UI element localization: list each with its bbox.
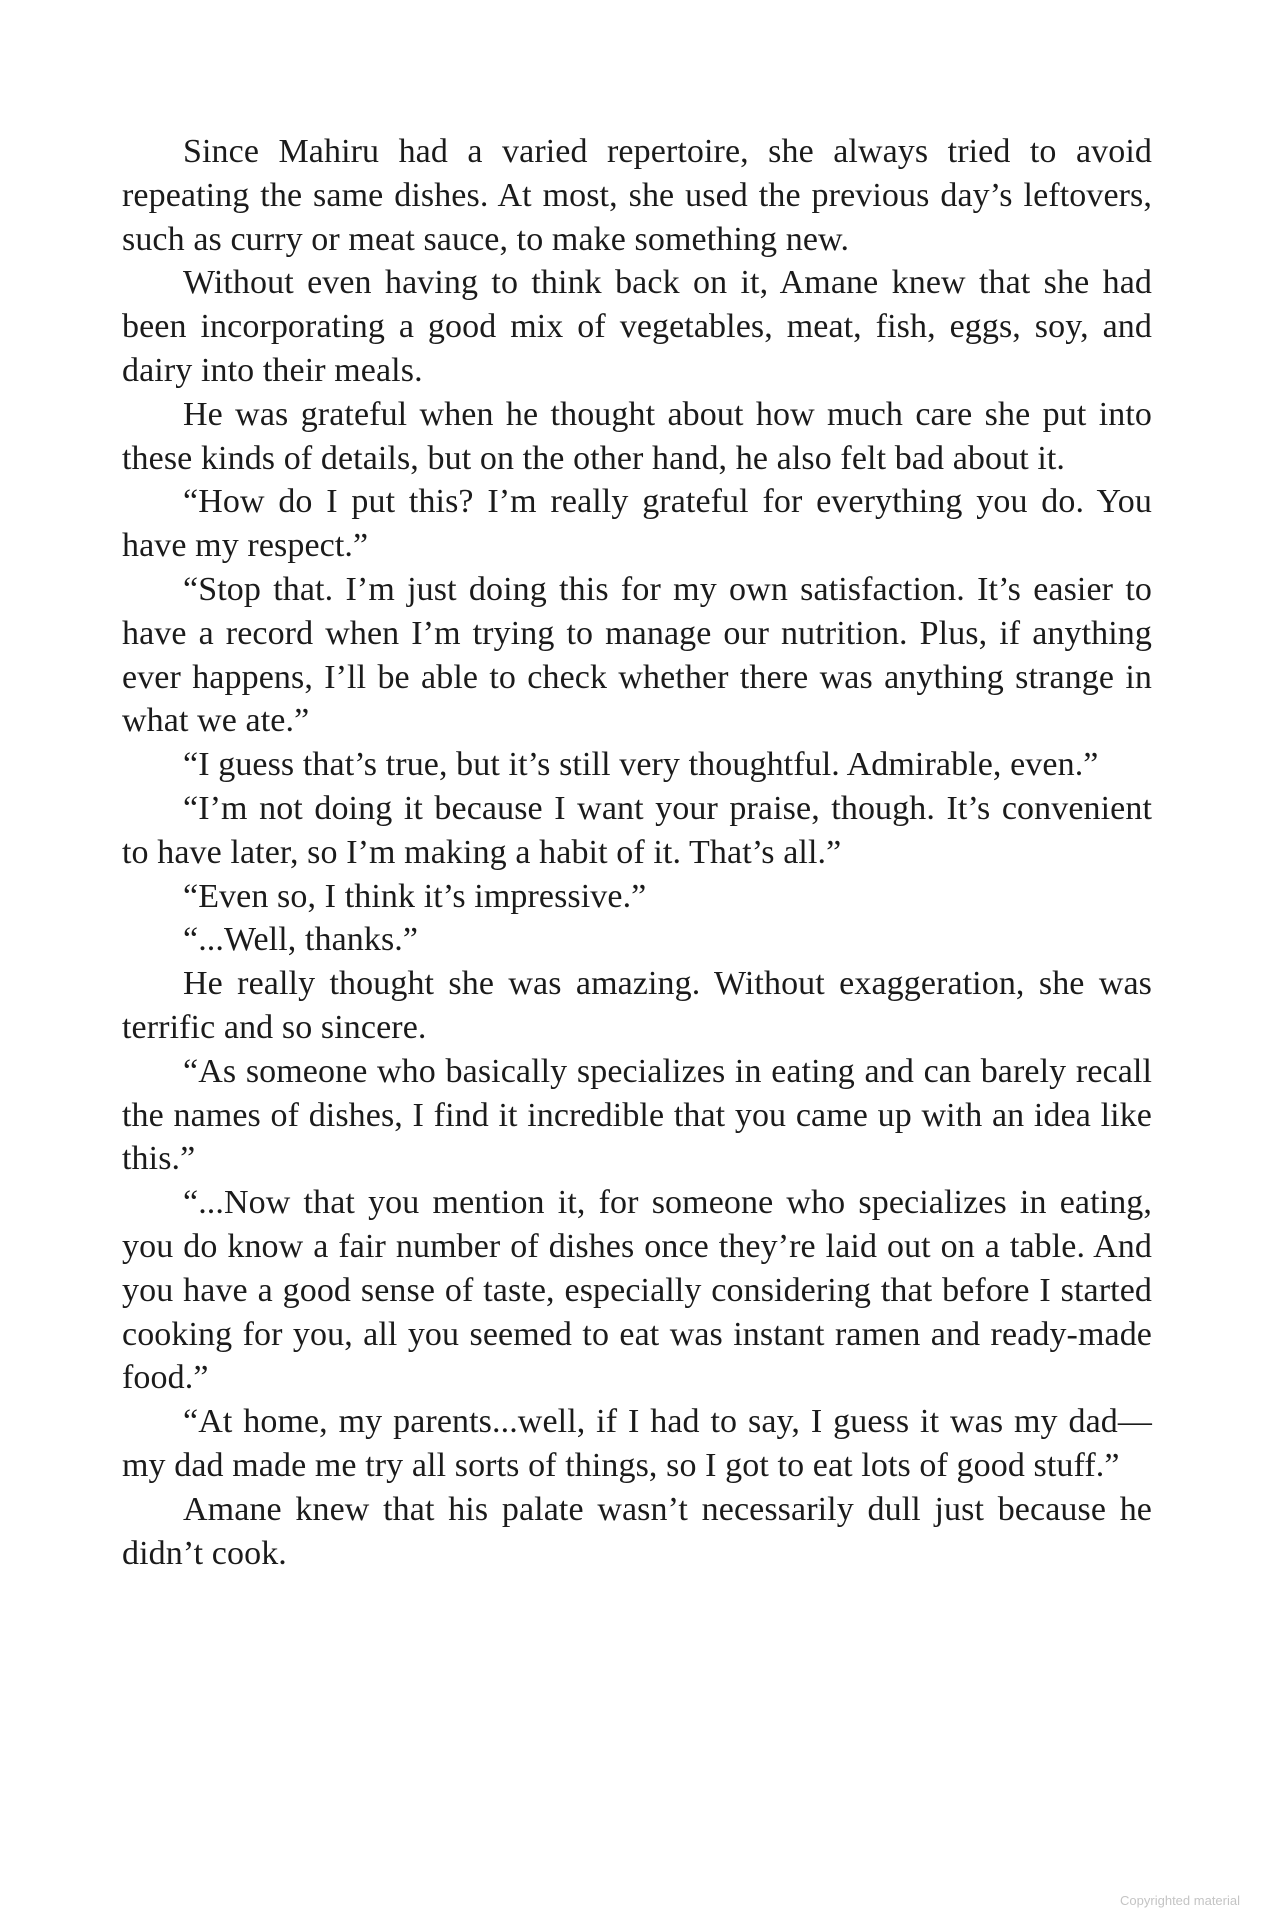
paragraph: “I guess that’s true, but it’s still very thoughtful. Admirable, even.” [183,746,1099,784]
paragraph: “How do I put this? I’m really grateful for everything you do. You have my respect.” [122,483,1152,565]
paragraph: “I’m not doing it because I want your praise, though. It’s convenient to have later, so I’m making a habit of it. That’s all.” [122,789,1152,871]
paragraph: “Even so, I think it’s impressive.” [183,877,647,915]
copyright-watermark: Copyrighted material [1120,1893,1240,1908]
paragraph: “At home, my parents...well, if I had to say, I guess it was my dad—my dad made me try all sorts of things, so I got to eat lots of good stuff.” [122,1403,1152,1484]
paragraph: “...Well, thanks.” [183,921,419,959]
paragraph: “...Now that you mention it, for someone who specializes in eating, you do know a fair number of dishes once they’re laid out on a table. And you have a good sense of taste, especially considering that before I started cooking for you, all you seemed to eat was instant ramen and ready-made food.” [122,1184,1152,1397]
paragraph: Without even having to think back on it, Amane knew that she had been incorporating a good mix of vegetables, meat, fish, eggs, soy, and dairy into their meals. [122,264,1152,389]
paragraph: “As someone who basically specializes in eating and can barely recall the names of dishes, I find it incredible that you came up with an idea like this.” [122,1052,1152,1178]
page-body [122,130,1152,1575]
paragraph: “Stop that. I’m just doing this for my own satisfaction. It’s easier to have a record when I’m trying to manage our nutrition. Plus, if anything ever happens, I’ll be able to check whether there was anything strange in what we ate.” [122,570,1152,740]
paragraph: He really thought she was amazing. Without exaggeration, she was terrific and so sincere. [122,965,1152,1046]
paragraph: He was grateful when he thought about how much care she put into these kinds of details, but on the other hand, he also felt bad about it. [122,395,1152,477]
paragraph: Since Mahiru had a varied repertoire, she always tried to avoid repeating the same dishes. At most, she used the previous day’s leftovers, such as curry or meat sauce, to make something new. [122,133,1152,258]
paragraph: Amane knew that his palate wasn’t necessarily dull just because he didn’t cook. [122,1490,1152,1572]
